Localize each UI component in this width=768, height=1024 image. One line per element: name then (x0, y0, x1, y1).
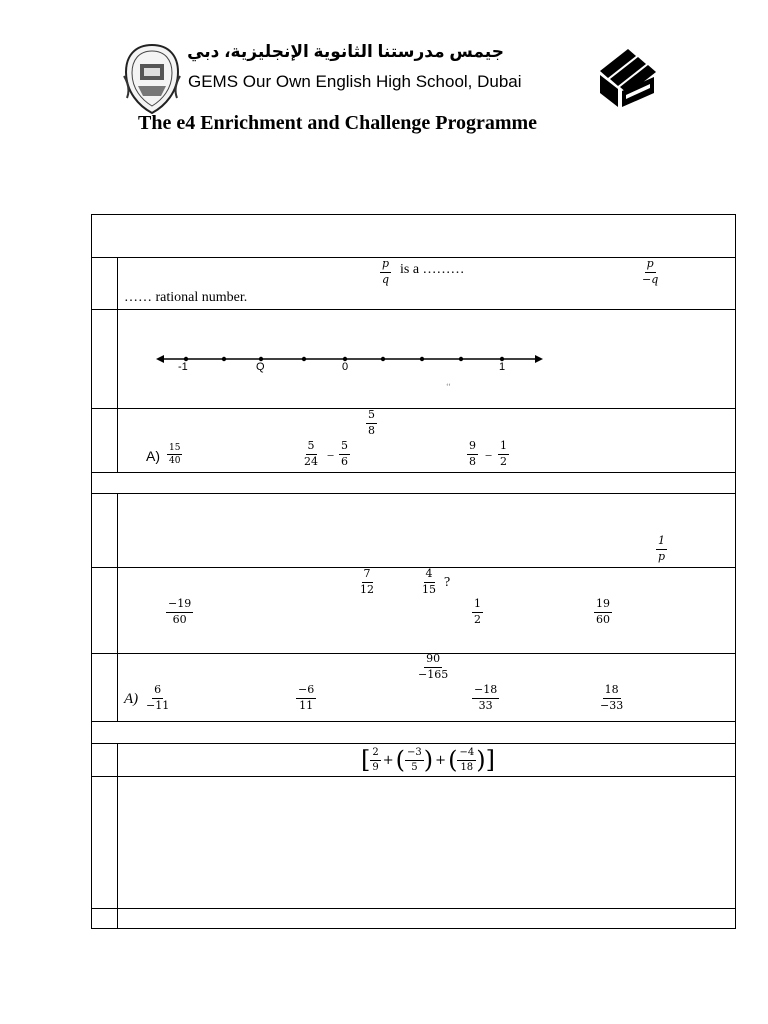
q1-text-blank: is a ……… (400, 262, 465, 277)
open-square-bracket: [ (361, 746, 371, 774)
option-c-fraction-2: $\frac{1}{2}$ (500, 439, 507, 468)
table-row-line (91, 743, 736, 744)
question-mark: ? (444, 575, 451, 590)
open-paren: ( (395, 746, 406, 774)
close-paren: ) (476, 746, 486, 774)
plus-sign: + (435, 752, 447, 768)
option-fraction-6-over-minus-11: $\frac{6}{-11}$ (146, 683, 170, 712)
option-a-label: A) (124, 691, 139, 707)
option-fraction-1-2: $\frac{1}{2}$ (474, 597, 481, 626)
open-paren: ( (448, 746, 458, 774)
fraction-one-over-p: $\frac{1}{p}$ (658, 534, 666, 563)
number-line-label-minus-one: -1 (178, 361, 188, 373)
close-paren: ) (423, 746, 434, 774)
option-fraction-minus-18-over-33: $\frac{-18}{33}$ (474, 683, 498, 712)
question-table (91, 214, 736, 929)
fraction-p-over-q: $\frac{p}{q}$ (382, 257, 390, 286)
table-divider (117, 257, 118, 472)
stray-mark: ‘‘ (446, 382, 451, 391)
minus-sign: − (485, 448, 493, 463)
arabic-school-name: جيمس مدرستنا الثانوية الإنجليزية، دبي (187, 42, 504, 61)
q1-text-rational: …… rational number. (124, 290, 248, 305)
table-row-line (91, 309, 736, 310)
option-fraction-19-60: $\frac{19}{60}$ (596, 597, 610, 626)
number-line-label-one: 1 (499, 361, 506, 373)
fraction-seven-twelfths: $\frac{7}{12}$ (360, 567, 374, 596)
table-row-line (91, 653, 736, 654)
table-row-line (91, 493, 736, 494)
number-line-label-q: Q (256, 361, 265, 373)
math-expression (361, 745, 495, 775)
number-line-label-zero: 0 (342, 361, 349, 373)
plus-sign: + (382, 752, 394, 768)
fraction-p-over-minus-q: $\frac{p}{-q}$ (642, 257, 659, 286)
expr-fraction-3: $\frac{-4}{18}$ (459, 747, 475, 773)
option-fraction-18-over-minus-33: $\frac{18}{-33}$ (600, 683, 624, 712)
school-name: GEMS Our Own English High School, Dubai (188, 72, 522, 91)
table-row-line (91, 472, 736, 473)
option-b-fraction-1: $\frac{5}{24}$ (304, 439, 318, 468)
table-row-line (91, 567, 736, 568)
fraction-90-over-minus-165: $\frac{90}{-165}$ (418, 652, 449, 681)
expr-fraction-2: $\frac{-3}{5}$ (407, 747, 422, 773)
fraction-five-eighths: $\frac{5}{8}$ (368, 408, 375, 437)
option-b-fraction-2: $\frac{5}{6}$ (341, 439, 348, 468)
school-logo (121, 42, 183, 116)
fraction-four-fifteenths: $\frac{4}{15}$ (422, 567, 436, 596)
table-row-line (91, 408, 736, 409)
table-divider (117, 493, 118, 721)
number-line (155, 350, 545, 370)
option-fraction-minus-6-over-11: $\frac{-6}{11}$ (298, 683, 315, 712)
table-divider (117, 743, 118, 929)
option-a-fraction: $\frac{15}{40}$ (169, 443, 181, 467)
close-square-bracket: ] (485, 746, 495, 774)
option-fraction-minus-19-60: $\frac{-19}{60}$ (168, 597, 192, 626)
page-title: The e4 Enrichment and Challenge Programme (138, 112, 538, 134)
option-a-label: A) (146, 448, 160, 464)
option-c-fraction-1: $\frac{9}{8}$ (469, 439, 476, 468)
table-row-line (91, 776, 736, 777)
minus-sign: − (327, 448, 335, 463)
e4-logo (596, 47, 660, 109)
table-row-line (91, 908, 736, 909)
expr-fraction-1: $\frac{2}{9}$ (372, 747, 379, 773)
table-row-line (91, 721, 736, 722)
